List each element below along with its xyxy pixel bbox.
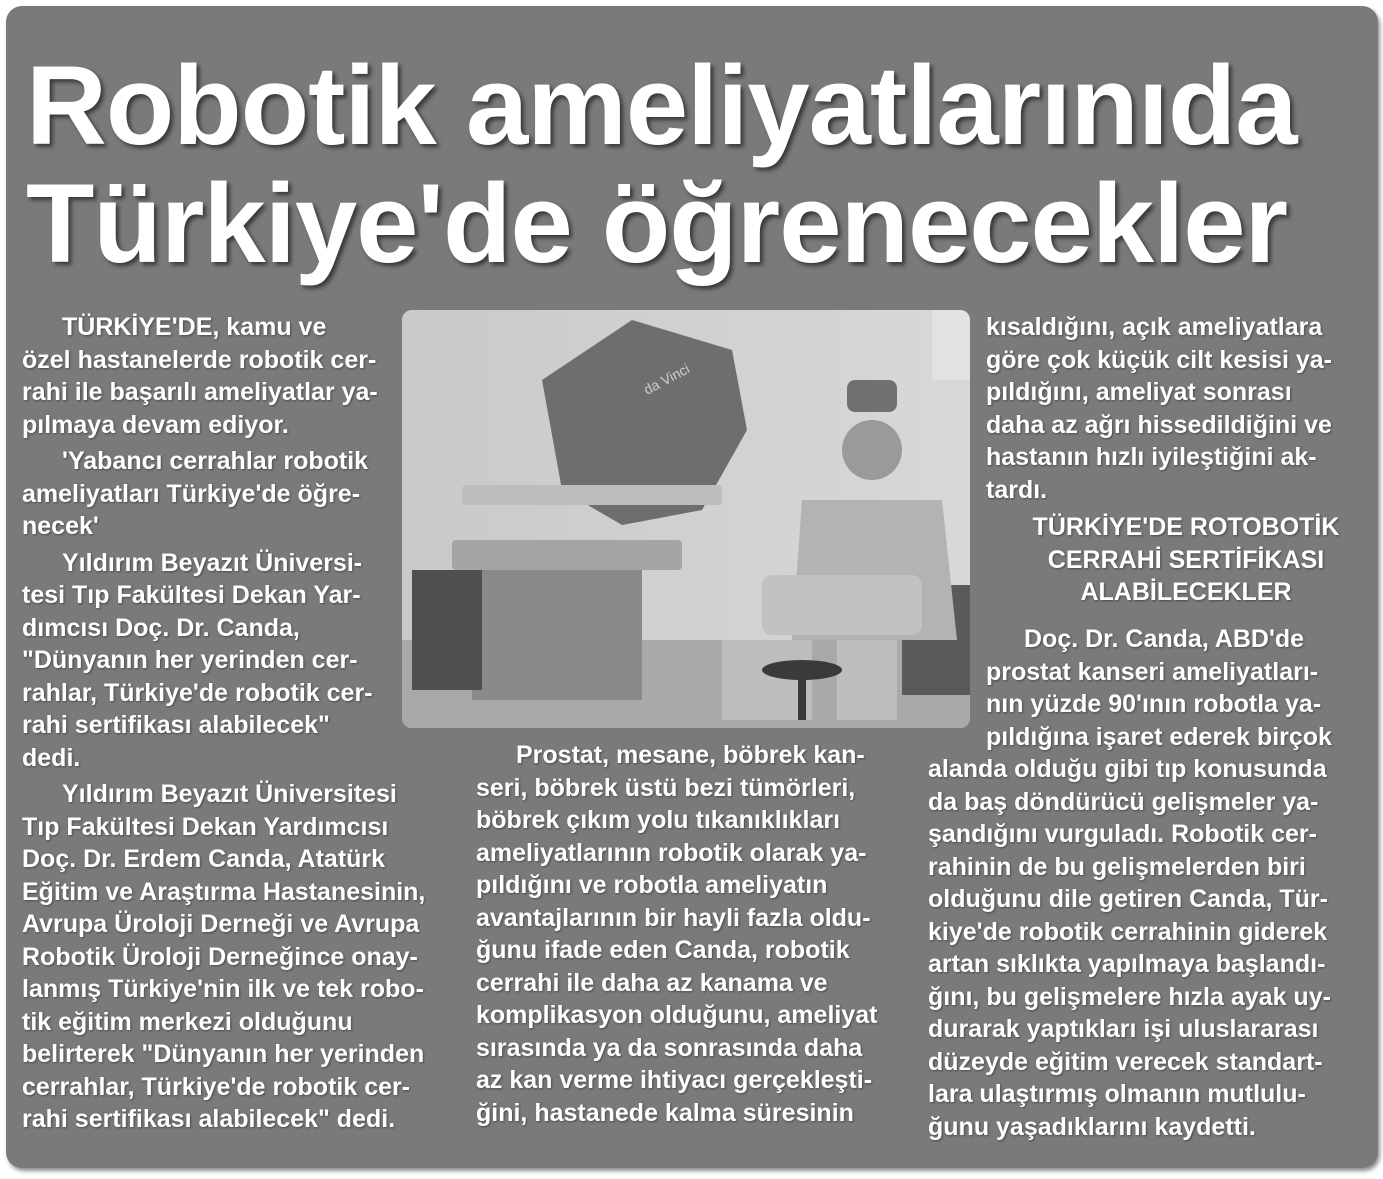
text-line: rahlar, Türkiye'de robotik cer- <box>22 678 373 707</box>
right-column-bottom <box>928 623 1368 1143</box>
middle-column <box>476 739 896 1129</box>
text-line: pıldığına işaret ederek birçok <box>986 722 1332 751</box>
text-line: kısaldığını, açık ameliyatlara <box>986 313 1323 341</box>
text-line: şandığını vurguladı. Robotik cer- <box>928 820 1317 848</box>
text-line: Avrupa Üroloji Derneği ve Avrupa <box>22 910 420 938</box>
subheading-line: TÜRKİYE'DE ROTOBOTİK <box>1032 513 1340 541</box>
text-line: Tıp Fakültesi Dekan Yardımcısı <box>22 812 389 841</box>
text-line: cerrahlar, Türkiye'de robotik cer- <box>22 1072 411 1101</box>
text-line: göre çok küçük cilt kesisi ya- <box>986 345 1332 374</box>
text-line: da baş döndürücü gelişmeler ya- <box>928 787 1319 816</box>
text-line: Doç. Dr. Erdem Canda, Atatürk <box>22 845 386 873</box>
text-line: cerrahi ile daha az kanama ve <box>476 968 828 997</box>
text-line: belirterek "Dünyanın her yerinden <box>22 1040 425 1068</box>
text-line: dımcısı Doç. Dr. Canda, <box>22 613 300 642</box>
article-photo <box>402 310 970 728</box>
text-line: Prostat, mesane, böbrek kan- <box>516 741 865 769</box>
text-line: ğini, hastanede kalma süresinin <box>476 1098 854 1127</box>
text-line: ğını, bu gelişmelere hızla ayak uy- <box>928 982 1331 1011</box>
left-column <box>22 311 426 1136</box>
text-line: Yıldırım Beyazıt Üniversi- <box>62 548 363 577</box>
article-panel <box>6 6 1378 1168</box>
text-line: pılmaya devam ediyor. <box>22 410 289 439</box>
text-line: "Dünyanın her yerinden cer- <box>22 646 358 674</box>
text-line: alanda olduğu gibi tıp konusunda <box>928 755 1327 783</box>
text-line: durarak yaptıkları işi uluslararası <box>928 1015 1319 1043</box>
text-line: nın yüzde 90'ının robotla ya- <box>986 690 1322 718</box>
text-line: Eğitim ve Araştırma Hastanesinin, <box>22 877 426 906</box>
text-line: necek' <box>22 512 99 540</box>
text-line: prostat kanseri ameliyatları- <box>986 657 1319 686</box>
text-line: artan sıklıkta yapılmaya başlandı- <box>928 950 1326 978</box>
text-line: avantajlarının bir hayli fazla oldu- <box>476 903 871 932</box>
text-line: sırasında ya da sonrasında daha <box>476 1033 863 1062</box>
console-brand-label: da Vinci <box>640 360 693 398</box>
text-line: pıldığını ve robotla ameliyatın <box>476 871 828 899</box>
text-line: rahinin de bu gelişmelerden biri <box>928 852 1306 881</box>
text-line: Doç. Dr. Canda, ABD'de <box>1024 625 1305 653</box>
text-line: dedi. <box>22 743 81 772</box>
text-line: ğunu ifade eden Canda, robotik <box>476 936 850 964</box>
text-line: rahi sertifikası alabilecek" dedi. <box>22 1105 396 1133</box>
text-line: kiye'de robotik cerrahinin giderek <box>928 917 1328 946</box>
text-line: tesi Tıp Fakültesi Dekan Yar- <box>22 581 361 609</box>
text-line: ameliyatlarının robotik olarak ya- <box>476 838 867 867</box>
text-line: lanmış Türkiye'nin ilk ve tek robo- <box>22 975 424 1003</box>
subheading-line: ALABİLECEKLER <box>1080 578 1292 606</box>
headline-line-2: Türkiye'de öğrenecekler <box>26 161 1288 286</box>
text-line: seri, böbrek üstü bezi tümörleri, <box>476 773 856 802</box>
surgeon-with-robotic-surgery-console-icon <box>402 310 970 728</box>
text-line: böbrek çıkım yolu tıkanıklıkları <box>476 806 841 834</box>
text-line: olduğunu dile getiren Canda, Tür- <box>928 885 1328 913</box>
text-line: ğunu yaşadıklarını kaydetti. <box>928 1112 1256 1141</box>
text-line: tardı. <box>986 475 1048 504</box>
text-line: 'Yabancı cerrahlar robotik <box>62 447 369 475</box>
text-line: lara ulaştırmış olmanın mutlulu- <box>928 1080 1306 1108</box>
text-line: TÜRKİYE'DE, kamu ve <box>62 313 327 341</box>
headline-line-1: Robotik ameliyatlarınıda <box>26 43 1297 168</box>
text-line: tik eğitim merkezi olduğunu <box>22 1007 353 1036</box>
text-line: ameliyatları Türkiye'de öğre- <box>22 479 361 508</box>
text-line: özel hastanelerde robotik cer- <box>22 345 377 374</box>
text-line: komplikasyon olduğunu, ameliyat <box>476 1001 878 1029</box>
text-line: az kan verme ihtiyacı gerçekleşti- <box>476 1066 873 1094</box>
text-line: daha az ağrı hissedildiğini ve <box>986 410 1332 439</box>
text-line: düzeyde eğitim verecek standart- <box>928 1047 1323 1076</box>
text-line: pıldığını, ameliyat sonrası <box>986 378 1292 406</box>
text-line: hastanın hızlı iyileştiğini ak- <box>986 443 1317 471</box>
text-line: Yıldırım Beyazıt Üniversitesi <box>62 780 397 808</box>
text-line: rahi sertifikası alabilecek" <box>22 711 330 739</box>
text-line: rahi ile başarılı ameliyatlar ya- <box>22 378 378 406</box>
text-line: Robotik Üroloji Derneğince onay- <box>22 942 418 971</box>
right-column-top <box>986 311 1366 506</box>
subheading-line: CERRAHİ SERTİFİKASI <box>1047 545 1325 574</box>
section-subheading <box>966 511 1383 609</box>
